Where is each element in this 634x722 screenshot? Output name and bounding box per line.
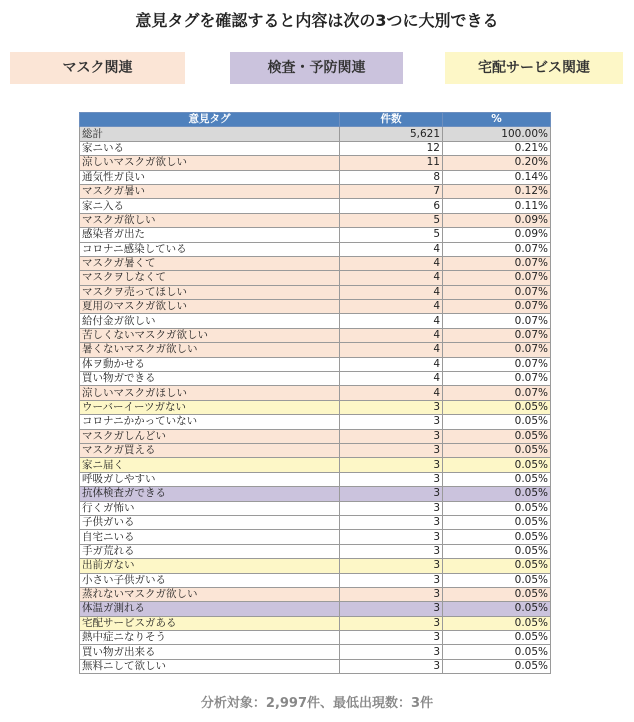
table-row — [80, 415, 551, 429]
percent-cell: 0.05% — [443, 415, 551, 429]
table-row — [80, 141, 551, 155]
tag-cell: 蒸れないマスクガ欲しい — [80, 587, 340, 601]
percent-cell: 0.21% — [443, 141, 551, 155]
tag-cell: 無料ニして欲しい — [80, 659, 340, 673]
percent-cell: 0.14% — [443, 170, 551, 184]
tag-cell: 総計 — [80, 127, 340, 141]
count-cell: 3 — [340, 631, 443, 645]
page-title: 意見タグを確認すると内容は次の3つに大別できる — [135, 11, 499, 30]
table-row — [80, 156, 551, 170]
percent-cell: 0.07% — [443, 256, 551, 270]
count-cell: 4 — [340, 256, 443, 270]
percent-cell: 0.09% — [443, 228, 551, 242]
table-row — [80, 530, 551, 544]
count-cell: 4 — [340, 386, 443, 400]
percent-cell: 0.05% — [443, 602, 551, 616]
count-cell: 5 — [340, 228, 443, 242]
table-row — [80, 285, 551, 299]
count-cell: 4 — [340, 314, 443, 328]
tag-cell: 抗体検査ガできる — [80, 487, 340, 501]
tag-cell: 買い物ガ出来る — [80, 645, 340, 659]
table-row — [80, 228, 551, 242]
table-row — [80, 199, 551, 213]
count-cell: 3 — [340, 487, 443, 501]
count-cell: 4 — [340, 271, 443, 285]
tag-cell: ウーバーイーツガない — [80, 400, 340, 414]
table-body — [80, 127, 551, 674]
tag-cell: 涼しいマスクガ欲しい — [80, 156, 340, 170]
percent-cell: 0.05% — [443, 559, 551, 573]
percent-cell: 0.05% — [443, 472, 551, 486]
table-row — [80, 300, 551, 314]
count-cell: 5 — [340, 213, 443, 227]
tag-cell: 感染者ガ出た — [80, 228, 340, 242]
percent-cell: 100.00% — [443, 127, 551, 141]
table-row — [80, 501, 551, 515]
tag-cell: コロナニかかっていない — [80, 415, 340, 429]
tag-cell: マスクガ暑くて — [80, 256, 340, 270]
count-cell: 3 — [340, 659, 443, 673]
count-cell: 3 — [340, 515, 443, 529]
category-label-test-prevention: 検査・予防関連 — [230, 52, 403, 84]
header-count: 件数 — [340, 113, 443, 127]
tag-cell: マスクガ暑い — [80, 184, 340, 198]
table-total-row — [80, 127, 551, 141]
tag-cell: 買い物ガできる — [80, 372, 340, 386]
tag-cell: 行くガ怖い — [80, 501, 340, 515]
tag-cell: 給付金ガ欲しい — [80, 314, 340, 328]
count-cell: 3 — [340, 400, 443, 414]
table-row — [80, 386, 551, 400]
category-label-mask: マスク関連 — [10, 52, 185, 84]
table-row — [80, 458, 551, 472]
opinion-tag-table — [79, 112, 551, 674]
percent-cell: 0.05% — [443, 530, 551, 544]
tag-cell: マスクヲ売ってほしい — [80, 285, 340, 299]
tag-cell: 家ニいる — [80, 141, 340, 155]
count-cell: 3 — [340, 415, 443, 429]
percent-cell: 0.05% — [443, 400, 551, 414]
table-row — [80, 213, 551, 227]
percent-cell: 0.05% — [443, 544, 551, 558]
table-row — [80, 472, 551, 486]
count-cell: 3 — [340, 616, 443, 630]
percent-cell: 0.07% — [443, 271, 551, 285]
percent-cell: 0.07% — [443, 242, 551, 256]
table-row — [80, 343, 551, 357]
percent-cell: 0.12% — [443, 184, 551, 198]
table-row — [80, 515, 551, 529]
tag-cell: 宅配サービスガある — [80, 616, 340, 630]
table-row — [80, 170, 551, 184]
count-cell: 11 — [340, 156, 443, 170]
table-row — [80, 271, 551, 285]
percent-cell: 0.07% — [443, 285, 551, 299]
table-row — [80, 616, 551, 630]
percent-cell: 0.05% — [443, 487, 551, 501]
count-cell: 3 — [340, 429, 443, 443]
count-cell: 4 — [340, 357, 443, 371]
count-cell: 3 — [340, 559, 443, 573]
table-row — [80, 487, 551, 501]
tag-cell: 子供ガいる — [80, 515, 340, 529]
percent-cell: 0.07% — [443, 357, 551, 371]
percent-cell: 0.09% — [443, 213, 551, 227]
count-cell: 4 — [340, 242, 443, 256]
tag-cell: 涼しいマスクガほしい — [80, 386, 340, 400]
percent-cell: 0.07% — [443, 386, 551, 400]
tag-cell: 手ガ荒れる — [80, 544, 340, 558]
table-row — [80, 328, 551, 342]
table-row — [80, 602, 551, 616]
count-cell: 5,621 — [340, 127, 443, 141]
count-cell: 4 — [340, 343, 443, 357]
count-cell: 3 — [340, 530, 443, 544]
table-row — [80, 559, 551, 573]
table-row — [80, 631, 551, 645]
tag-cell: 暑くないマスクガ欲しい — [80, 343, 340, 357]
tag-cell: 熱中症ニなりそう — [80, 631, 340, 645]
tag-cell: 通気性ガ良い — [80, 170, 340, 184]
tag-cell: マスクガ欲しい — [80, 213, 340, 227]
percent-cell: 0.07% — [443, 314, 551, 328]
percent-cell: 0.05% — [443, 573, 551, 587]
tag-cell: 出前ガない — [80, 559, 340, 573]
tag-cell: 呼吸ガしやすい — [80, 472, 340, 486]
count-cell: 4 — [340, 285, 443, 299]
count-cell: 4 — [340, 372, 443, 386]
percent-cell: 0.05% — [443, 631, 551, 645]
table-row — [80, 372, 551, 386]
percent-cell: 0.07% — [443, 343, 551, 357]
count-cell: 4 — [340, 328, 443, 342]
percent-cell: 0.05% — [443, 515, 551, 529]
percent-cell: 0.07% — [443, 328, 551, 342]
percent-cell: 0.07% — [443, 372, 551, 386]
percent-cell: 0.20% — [443, 156, 551, 170]
tag-cell: 小さい子供ガいる — [80, 573, 340, 587]
count-cell: 8 — [340, 170, 443, 184]
count-cell: 6 — [340, 199, 443, 213]
table-header-row — [80, 113, 551, 127]
percent-cell: 0.05% — [443, 645, 551, 659]
table-row — [80, 184, 551, 198]
count-cell: 4 — [340, 300, 443, 314]
count-cell: 3 — [340, 645, 443, 659]
count-cell: 3 — [340, 544, 443, 558]
tag-cell: 体温ガ測れる — [80, 602, 340, 616]
count-cell: 3 — [340, 472, 443, 486]
count-cell: 3 — [340, 587, 443, 601]
analysis-footer-note: 分析対象：2,997件、最低出現数：3件 — [200, 696, 434, 711]
tag-cell: コロナニ感染している — [80, 242, 340, 256]
table-row — [80, 659, 551, 673]
count-cell: 3 — [340, 573, 443, 587]
tag-cell: 家ニ届く — [80, 458, 340, 472]
count-cell: 3 — [340, 602, 443, 616]
tag-cell: マスクガ買える — [80, 443, 340, 457]
percent-cell: 0.05% — [443, 429, 551, 443]
percent-cell: 0.05% — [443, 443, 551, 457]
table-row — [80, 256, 551, 270]
table-row — [80, 242, 551, 256]
table-row — [80, 587, 551, 601]
count-cell: 7 — [340, 184, 443, 198]
percent-cell: 0.05% — [443, 587, 551, 601]
tag-cell: 体ヲ動かせる — [80, 357, 340, 371]
percent-cell: 0.11% — [443, 199, 551, 213]
table-row — [80, 314, 551, 328]
table-row — [80, 573, 551, 587]
header-tag: 意見タグ — [80, 113, 340, 127]
tag-cell: マスクヲしなくて — [80, 271, 340, 285]
count-cell: 3 — [340, 443, 443, 457]
table-row — [80, 357, 551, 371]
table-row — [80, 443, 551, 457]
tag-cell: マスクガしんどい — [80, 429, 340, 443]
tag-cell: 家ニ入る — [80, 199, 340, 213]
tag-cell: 苦しくないマスクガ欲しい — [80, 328, 340, 342]
percent-cell: 0.07% — [443, 300, 551, 314]
percent-cell: 0.05% — [443, 616, 551, 630]
count-cell: 12 — [340, 141, 443, 155]
table-row — [80, 429, 551, 443]
table-row — [80, 645, 551, 659]
percent-cell: 0.05% — [443, 458, 551, 472]
table-row — [80, 400, 551, 414]
header-percent: % — [443, 113, 551, 127]
tag-cell: 夏用のマスクガ欲しい — [80, 300, 340, 314]
count-cell: 3 — [340, 458, 443, 472]
percent-cell: 0.05% — [443, 659, 551, 673]
count-cell: 3 — [340, 501, 443, 515]
percent-cell: 0.05% — [443, 501, 551, 515]
tag-cell: 自宅ニいる — [80, 530, 340, 544]
category-label-delivery-service: 宅配サービス関連 — [445, 52, 623, 84]
table-row — [80, 544, 551, 558]
